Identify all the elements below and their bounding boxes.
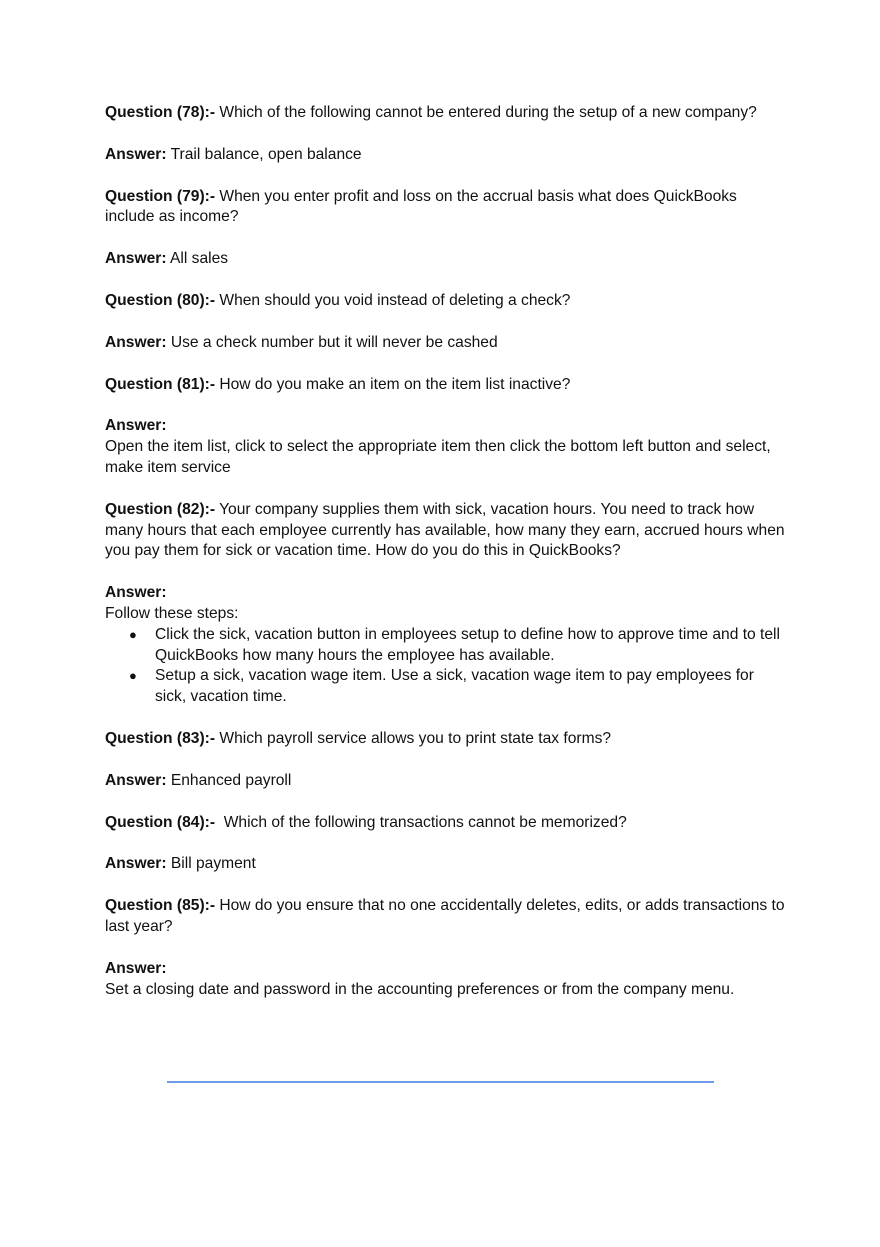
answer-intro: Follow these steps: bbox=[105, 604, 239, 622]
answer-79 bbox=[105, 249, 785, 270]
question-84 bbox=[105, 813, 785, 834]
answer-83 bbox=[105, 771, 785, 792]
answer-text: Open the item list, click to select the appropriate item then click the bottom left button and select, make item service bbox=[105, 438, 771, 476]
question-79 bbox=[105, 187, 785, 229]
steps-list bbox=[105, 625, 785, 708]
bullet-icon: ● bbox=[129, 626, 137, 642]
question-text: Which of the following cannot be entered during the setup of a new company? bbox=[215, 104, 757, 121]
question-label: Question (81):- bbox=[105, 375, 216, 393]
question-85 bbox=[105, 896, 785, 938]
answer-78 bbox=[105, 145, 785, 166]
document-page bbox=[105, 103, 785, 1021]
answer-text: Trail balance, open balance bbox=[166, 145, 362, 163]
step-text: Click the sick, vacation button in employees setup to define how to approve time and to tell QuickBooks how many hours the employee has available. bbox=[155, 625, 780, 664]
question-label: Question (79):- bbox=[105, 187, 216, 205]
question-label: Question (82):- bbox=[105, 500, 216, 518]
answer-label: Answer: bbox=[105, 855, 167, 873]
answer-text: All sales bbox=[166, 250, 229, 268]
answer-label: Answer: bbox=[105, 417, 167, 435]
answer-85 bbox=[105, 959, 785, 1001]
question-text: Which of the following transactions cannot be memorized? bbox=[215, 813, 627, 831]
step-text: Setup a sick, vacation wage item. Use a sick, vacation wage item to pay employees for sick, vacation time. bbox=[155, 667, 754, 706]
answer-label: Answer: bbox=[105, 771, 167, 789]
question-label: Question (83):- bbox=[105, 729, 216, 747]
question-label: Question (84):- bbox=[105, 813, 216, 831]
bullet-icon: ● bbox=[129, 668, 137, 684]
answer-80 bbox=[105, 333, 785, 354]
answer-84 bbox=[105, 854, 785, 875]
answer-label: Answer: bbox=[105, 584, 167, 602]
list-item bbox=[129, 666, 785, 708]
answer-text: Set a closing date and password in the accounting preferences or from the company menu. bbox=[105, 980, 735, 998]
question-text: When should you void instead of deleting a check? bbox=[215, 291, 571, 309]
answer-label: Answer: bbox=[105, 250, 167, 268]
answer-82 bbox=[105, 583, 785, 708]
question-83 bbox=[105, 729, 785, 750]
question-label: Question (80):- bbox=[105, 291, 216, 309]
answer-label: Answer: bbox=[105, 959, 167, 977]
question-text: How do you make an item on the item list inactive? bbox=[215, 375, 571, 393]
answer-text: Use a check number but it will never be cashed bbox=[166, 333, 498, 351]
answer-81 bbox=[105, 416, 785, 478]
question-text: How do you ensure that no one accidentally deletes, edits, or adds transactions to last year? bbox=[105, 897, 785, 935]
question-label: Question (78):- bbox=[105, 104, 216, 121]
question-label: Question (85):- bbox=[105, 897, 216, 915]
answer-text: Enhanced payroll bbox=[166, 771, 292, 789]
list-item bbox=[129, 625, 785, 667]
answer-label: Answer: bbox=[105, 333, 167, 351]
question-78 bbox=[105, 103, 785, 124]
question-text: Your company supplies them with sick, vacation hours. You need to track how many hours that each employee currently has available, how many they earn, accrued hours when you pay them for sick or vacation time. How do you do this in QuickBooks? bbox=[105, 500, 785, 560]
footer-divider bbox=[167, 1081, 714, 1083]
question-text: When you enter profit and loss on the accrual basis what does QuickBooks include as income? bbox=[105, 187, 737, 226]
question-81 bbox=[105, 375, 785, 396]
question-82 bbox=[105, 500, 785, 562]
answer-text: Bill payment bbox=[166, 855, 256, 873]
question-80 bbox=[105, 291, 785, 312]
question-text: Which payroll service allows you to print state tax forms? bbox=[215, 729, 612, 747]
answer-label: Answer: bbox=[105, 145, 167, 163]
